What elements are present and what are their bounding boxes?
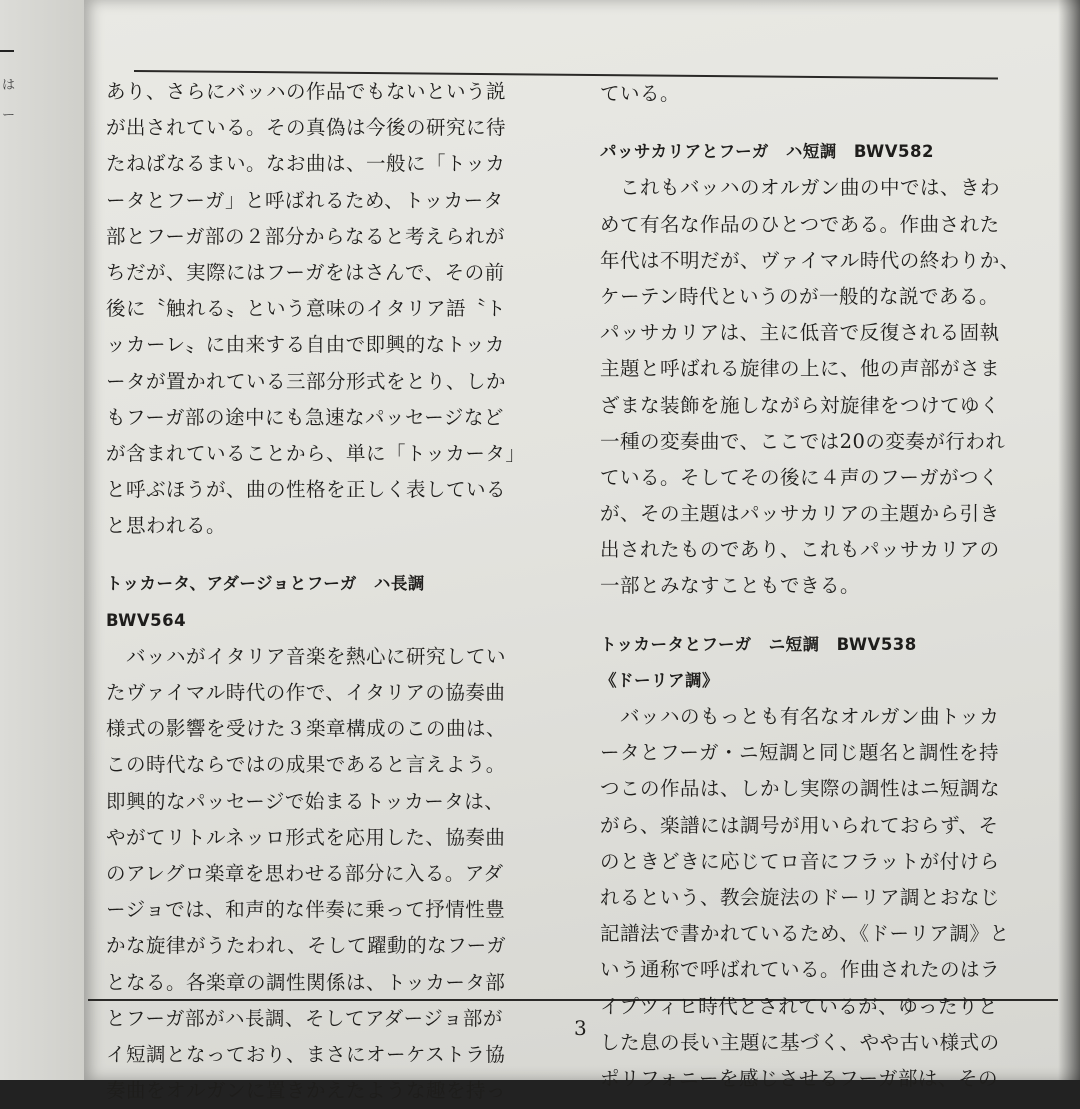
text-line: した息の長い主題に基づく、やや古い様式の (600, 1030, 1000, 1054)
text-line: かな旋律がうたわれ、そして躍動的なフーガ (106, 934, 507, 958)
text-line: ッカーレ〟に由来する自由で即興的なトッカ (106, 333, 506, 357)
text-line: と呼ぶほうが、曲の性格を正しく表している (106, 478, 507, 502)
text-line: が含まれていることから、単に「トッカータ」 (106, 441, 526, 465)
text-line: 出されたものであり、これもパッサカリアの (600, 538, 1000, 562)
text-line: 奏曲をオルガンに置きかえたような趣を持っ (106, 1079, 507, 1103)
text-line: これもバッハのオルガン曲の中では、きわ (600, 176, 1001, 200)
right-text-column (600, 76, 1020, 1097)
section-gap (600, 605, 1020, 627)
text-line: 記譜法で書かれているため、《ドーリア調》と (600, 922, 1010, 946)
text-line: ている。 (600, 82, 681, 105)
text-line: ータが置かれている三部分形式をとり、しか (106, 369, 507, 393)
text-line: ちだが、実際にはフーガをはさんで、その前 (106, 260, 505, 284)
section-heading: 《ドーリア調》 (600, 670, 719, 690)
previous-page-edge (0, 0, 84, 1080)
page-number: 3 (574, 1016, 587, 1040)
section-heading: トッカータとフーガ ニ短調 BWV538 (600, 634, 917, 654)
text-line: たヴァイマル時代の作で、イタリアの協奏曲 (106, 681, 506, 704)
text-line: のアレグロ楽章を思わせる部分に入る。アダ (106, 861, 504, 885)
text-line: イプツィヒ時代とされているが、ゆったりと (600, 994, 999, 1018)
page-edge-shadow (1058, 0, 1080, 1080)
text-line: 一部とみなすこともできる。 (600, 574, 861, 598)
text-line: バッハがイタリア音楽を熱心に研究してい (106, 644, 507, 668)
previous-page-char: は (2, 78, 16, 93)
text-line: イ短調となっており、まさにオーケストラ協 (106, 1042, 506, 1066)
text-line: となる。各楽章の調性関係は、トッカータ部 (106, 970, 506, 994)
text-line: ポリフォニーを感じさせるフーガ部は、その (600, 1066, 999, 1090)
section-heading: パッサカリアとフーガ ハ短調 BWV582 (600, 142, 934, 162)
previous-page-char: ー (2, 108, 16, 123)
left-text-column (106, 74, 525, 1109)
text-line: つこの作品は、しかし実際の調性はニ短調な (600, 777, 1001, 801)
text-line: いう通称で呼ばれている。作曲されたのはラ (600, 958, 1001, 982)
text-line: バッハのもっとも有名なオルガン曲トッカ (600, 705, 1000, 728)
text-line: ージョでは、和声的な伴奏に乗って抒情性豊 (106, 898, 506, 922)
text-line: ータとフーガ」と呼ばれるため、トッカータ (106, 188, 504, 212)
text-line: 即興的なパッセージで始まるトッカータは、 (106, 789, 505, 813)
text-line: が出されている。その真偽は今後の研究に待 (106, 116, 507, 140)
section-heading: BWV564 (106, 610, 187, 630)
text-line: ざまな装飾を施しながら対旋律をつけてゆく (600, 393, 1001, 417)
text-line: もフーガ部の途中にも急速なパッセージなど (106, 405, 504, 429)
text-line: と思われる。 (106, 514, 227, 538)
text-line: 一種の変奏曲で、ここでは20の変奏が行われ (600, 429, 1006, 453)
text-line: たねばなるまい。なお曲は、一般に「トッカ (106, 152, 506, 176)
text-line: ている。そしてその後に４声のフーガがつく (600, 465, 1000, 489)
text-line: 部とフーガ部の２部分からなると考えられが (106, 224, 506, 248)
text-line: が、その主題はパッサカリアの主題から引き (600, 502, 1000, 526)
text-line: やがてリトルネッロ形式を応用した、協奏曲 (106, 825, 506, 849)
text-line: とフーガ部がハ長調、そしてアダージョ部が (106, 1006, 503, 1030)
previous-page-rule (0, 50, 14, 52)
text-line: この時代ならではの成果であると言えよう。 (106, 753, 506, 777)
text-line: れるという、教会旋法のドーリア調とおなじ (600, 885, 1001, 909)
text-line: ータとフーガ・ニ短調と同じ題名と調性を持 (600, 741, 1000, 765)
text-line: めて有名な作品のひとつである。作曲された (600, 212, 1000, 236)
text-line: パッサカリアは、主に低音で反復される固執 (600, 321, 1000, 345)
text-line: のときどきに応じてロ音にフラットが付けら (600, 849, 1000, 873)
text-line: がら、楽譜には調号が用いられておらず、そ (600, 813, 999, 837)
text-line: 様式の影響を受けた３楽章構成のこの曲は、 (106, 717, 507, 741)
section-heading: トッカータ、アダージョとフーガ ハ長調 (106, 574, 425, 594)
text-line: あり、さらにバッハの作品でもないという説 (106, 80, 507, 103)
section-gap (600, 112, 1020, 134)
text-line: 後に〝触れる〟という意味のイタリア語〝ト (106, 297, 507, 321)
text-line: ケーテン時代というのが一般的な説である。 (600, 284, 1000, 308)
section-gap (106, 544, 525, 566)
text-line: 年代は不明だが、ヴァイマル時代の終わりか、 (600, 248, 1020, 272)
text-line: 主題と呼ばれる旋律の上に、他の声部がさま (600, 357, 1001, 381)
